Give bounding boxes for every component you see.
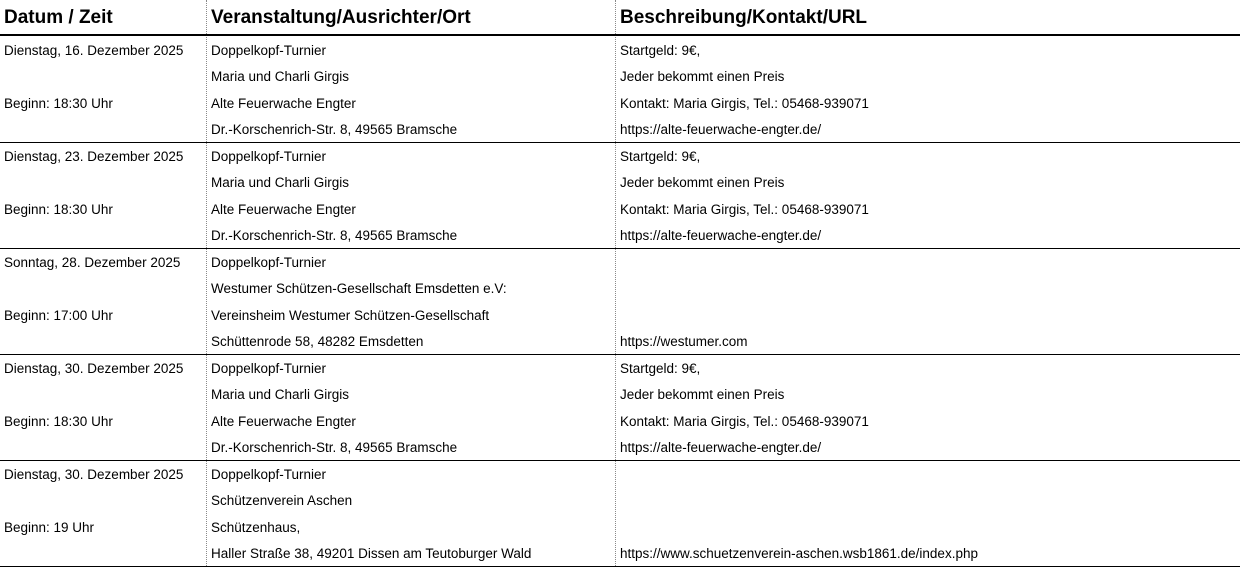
- event-start-time: Beginn: 18:30 Uhr: [4, 202, 113, 217]
- event-venue: Alte Feuerwache Engter: [211, 96, 356, 111]
- event-url[interactable]: https://www.schuetzenverein-aschen.wsb1861.de/index.php: [620, 546, 978, 561]
- event-note: Jeder bekommt einen Preis: [620, 69, 785, 84]
- event-note: Jeder bekommt einen Preis: [620, 175, 785, 190]
- event-venue: Schützenhaus,: [211, 520, 301, 535]
- event-organizer: Schützenverein Aschen: [211, 493, 353, 508]
- date-cell: [0, 249, 206, 354]
- event-address: Schüttenrode 58, 48282 Emsdetten: [211, 334, 424, 349]
- event-start-time: Beginn: 18:30 Uhr: [4, 414, 113, 429]
- event-date: Dienstag, 23. Dezember 2025: [4, 149, 184, 164]
- event-venue: Alte Feuerwache Engter: [211, 202, 356, 217]
- event-url[interactable]: https://westumer.com: [620, 334, 748, 349]
- event-contact: Kontakt: Maria Girgis, Tel.: 05468-939071: [620, 96, 869, 111]
- event-venue: Alte Feuerwache Engter: [211, 414, 356, 429]
- table-row: [0, 249, 1240, 355]
- event-contact: [616, 514, 1240, 540]
- event-cell: [206, 249, 615, 354]
- table-row: [0, 461, 1240, 567]
- date-cell: [0, 143, 206, 248]
- event-organizer: Maria und Charli Girgis: [211, 387, 350, 402]
- event-date: Dienstag, 16. Dezember 2025: [4, 43, 184, 58]
- event-fee: Startgeld: 9€,: [620, 43, 701, 58]
- event-url[interactable]: https://alte-feuerwache-engter.de/: [620, 440, 822, 455]
- header-description-contact-url: Beschreibung/Kontakt/URL: [615, 0, 1240, 34]
- event-contact: Kontakt: Maria Girgis, Tel.: 05468-939071: [620, 202, 869, 217]
- event-title: Doppelkopf-Turnier: [211, 467, 327, 482]
- table-row: [0, 37, 1240, 143]
- event-date: Sonntag, 28. Dezember 2025: [4, 255, 181, 270]
- event-title: Doppelkopf-Turnier: [211, 149, 327, 164]
- event-fee: [616, 249, 1240, 275]
- event-title: Doppelkopf-Turnier: [211, 361, 327, 376]
- description-cell: [615, 143, 1240, 248]
- event-start-time: Beginn: 17:00 Uhr: [4, 308, 113, 323]
- description-cell: [615, 461, 1240, 566]
- event-cell: [206, 37, 615, 142]
- event-address: Dr.-Korschenrich-Str. 8, 49565 Bramsche: [211, 122, 458, 137]
- event-organizer: Westumer Schützen-Gesellschaft Emsdetten e.V:: [211, 281, 507, 296]
- event-cell: [206, 355, 615, 460]
- header-event-organizer-venue: Veranstaltung/Ausrichter/Ort: [206, 0, 615, 34]
- table-header: [0, 0, 1240, 36]
- description-cell: [615, 355, 1240, 460]
- event-note: [616, 275, 1240, 301]
- event-start-time: Beginn: 19 Uhr: [4, 520, 95, 535]
- event-cell: [206, 143, 615, 248]
- date-cell: [0, 355, 206, 460]
- event-address: Dr.-Korschenrich-Str. 8, 49565 Bramsche: [211, 228, 458, 243]
- event-organizer: Maria und Charli Girgis: [211, 69, 350, 84]
- date-cell: [0, 461, 206, 566]
- event-address: Haller Straße 38, 49201 Dissen am Teutoburger Wald: [211, 546, 532, 561]
- date-cell: [0, 37, 206, 142]
- table-row: [0, 143, 1240, 249]
- header-date-time: Datum / Zeit: [4, 7, 113, 28]
- event-note: Jeder bekommt einen Preis: [620, 387, 785, 402]
- event-title: Doppelkopf-Turnier: [211, 43, 327, 58]
- event-contact: [616, 302, 1240, 328]
- event-fee: Startgeld: 9€,: [620, 361, 701, 376]
- event-date: Dienstag, 30. Dezember 2025: [4, 467, 184, 482]
- event-cell: [206, 461, 615, 566]
- event-venue: Vereinsheim Westumer Schützen-Gesellschaft: [211, 308, 490, 323]
- event-start-time: Beginn: 18:30 Uhr: [4, 96, 113, 111]
- event-note: [616, 487, 1240, 513]
- event-address: Dr.-Korschenrich-Str. 8, 49565 Bramsche: [211, 440, 458, 455]
- event-organizer: Maria und Charli Girgis: [211, 175, 350, 190]
- event-url[interactable]: https://alte-feuerwache-engter.de/: [620, 228, 822, 243]
- event-url[interactable]: https://alte-feuerwache-engter.de/: [620, 122, 822, 137]
- description-cell: [615, 249, 1240, 354]
- table-row: [0, 355, 1240, 461]
- event-date: Dienstag, 30. Dezember 2025: [4, 361, 184, 376]
- description-cell: [615, 37, 1240, 142]
- event-fee: [616, 461, 1240, 487]
- event-fee: Startgeld: 9€,: [620, 149, 701, 164]
- event-contact: Kontakt: Maria Girgis, Tel.: 05468-939071: [620, 414, 869, 429]
- event-title: Doppelkopf-Turnier: [211, 255, 327, 270]
